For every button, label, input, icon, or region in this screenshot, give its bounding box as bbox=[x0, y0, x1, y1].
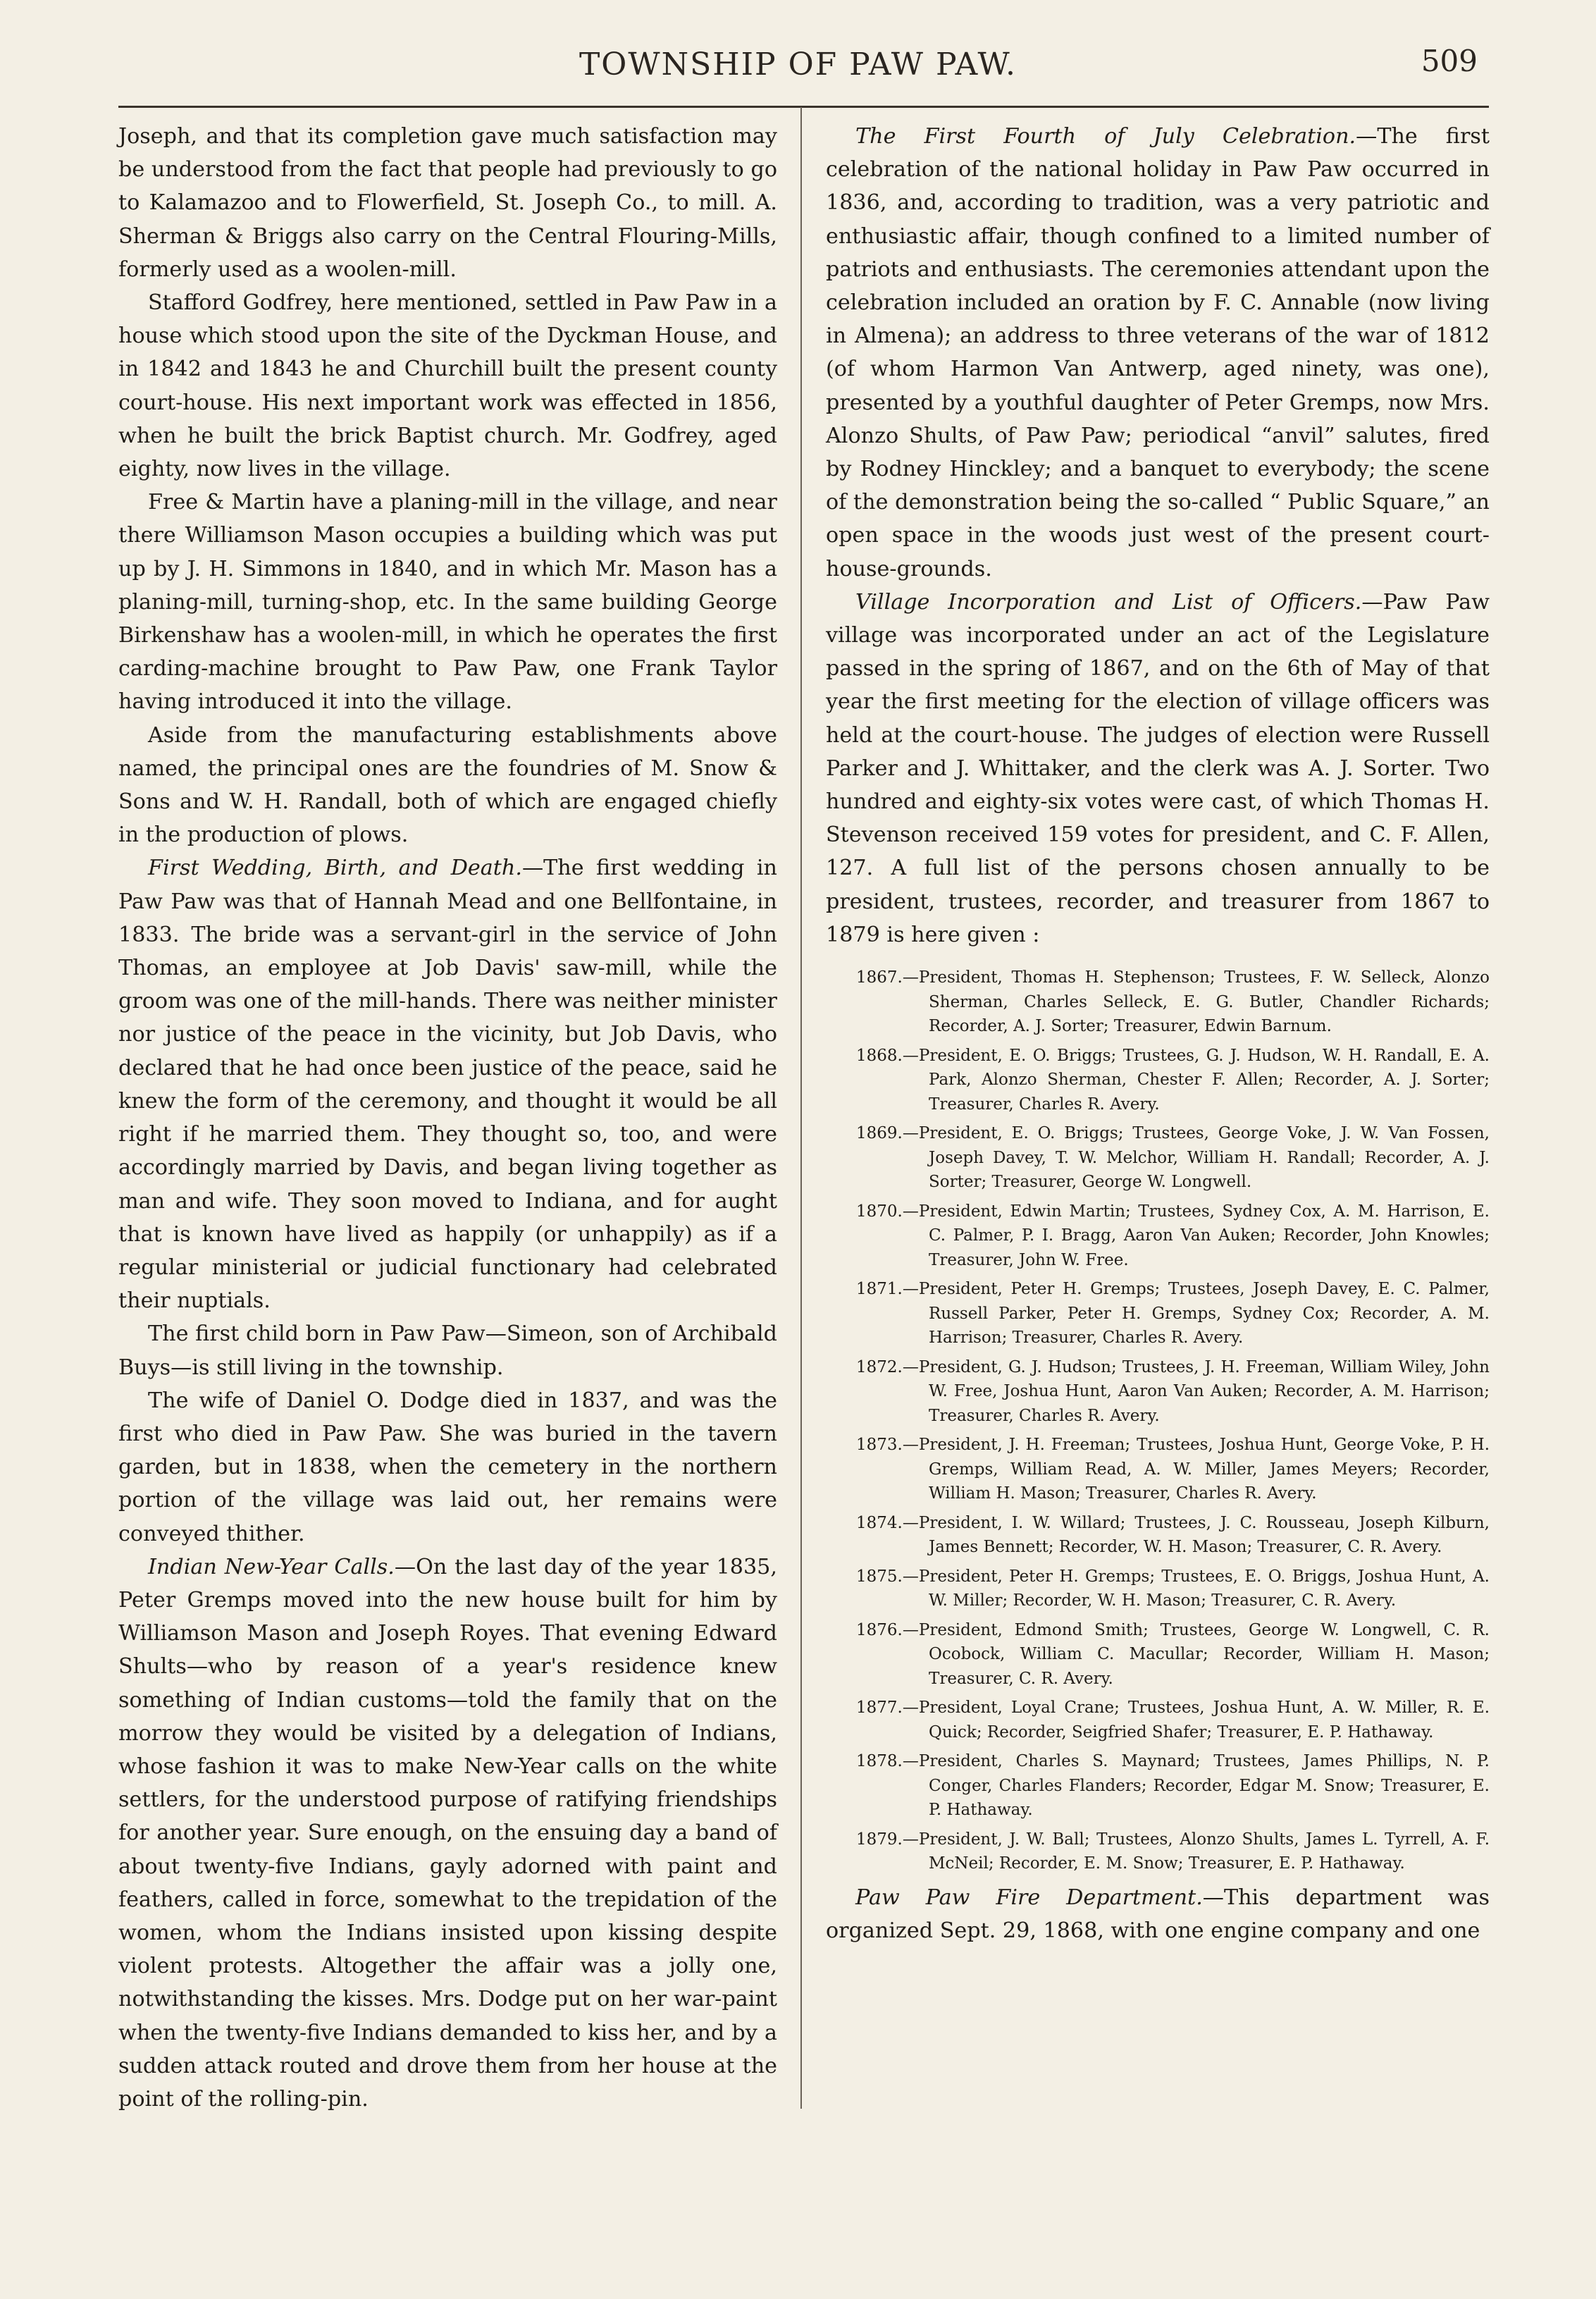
officer-entry bbox=[826, 1200, 1490, 1273]
officer-entry bbox=[826, 1121, 1490, 1195]
officer-entry bbox=[826, 1433, 1490, 1506]
section-heading: Village Incorporation and List of Officers. bbox=[855, 589, 1362, 615]
entry-text: —President, J. H. Freeman; Trustees, Joshua Hunt, George Voke, P. H. Gremps, William Read, A. W. Miller, James Meyers; Recorder, William H. Mason; Treasurer, Charles R. Avery. bbox=[902, 1436, 1490, 1503]
entry-year: 1876. bbox=[856, 1620, 903, 1639]
entry-year: 1877. bbox=[856, 1699, 903, 1718]
officer-entry bbox=[826, 1565, 1490, 1613]
entry-text: —President, G. J. Hudson; Trustees, J. H. Freeman, William Wiley, John W. Free, Joshua Hunt, Aaron Van Auken; Recorder, A. M. Harrison; Treasurer, Charles R. Avery. bbox=[902, 1357, 1490, 1425]
entry-year: 1875. bbox=[856, 1567, 903, 1586]
right-column bbox=[826, 120, 1490, 1947]
page-number: 509 bbox=[1421, 44, 1478, 78]
entry-text: —President, Edwin Martin; Trustees, Sydney Cox, A. M. Harrison, E. C. Palmer, P. I. Bragg, Aaron Van Auken; Recorder, John Knowles; Treasurer, John W. Free. bbox=[902, 1202, 1490, 1269]
section-heading: Paw Paw Fire Department. bbox=[855, 1885, 1203, 1910]
paragraph: Aside from the manufacturing establishments above named, the principal ones are the foundries of M. Snow & Sons and W. H. Randall, both of which are engaged chiefly in the production of plows. bbox=[118, 722, 777, 848]
section-paragraph-fire-department bbox=[826, 1881, 1490, 1947]
page-header-title: TOWNSHIP OF PAW PAW. bbox=[579, 47, 1017, 82]
entry-year: 1871. bbox=[856, 1280, 903, 1299]
section-text: —The first celebration of the national holiday in Paw Paw occurred in 1836, and, according to tradition, was a very patriotic and enthusiastic affair, though confined to a limited number of patriots and enthusiasts. The ceremonies attendant upon the celebration included an oration by F. C. Annable (now living in Almena); an address to three veterans of the war of 1812 (of whom Harmon Van Antwerp, aged ninety, was one), presented by a youthful daughter of Peter Gremps, now Mrs. Alonzo Shults, of Paw Paw; periodical “anvil” salutes, fired by Rodney Hinckley; and a banquet to everybody; the scene of the demonstration being the so-called “ Public Square,” an open space in the woods just west of the present court-house-grounds. bbox=[826, 124, 1490, 581]
section-text: —This department was organized Sept. 29, 1868, with one engine company and one bbox=[826, 1885, 1490, 1943]
entry-text: —President, E. O. Briggs; Trustees, George Voke, J. W. Van Fossen, Joseph Davey, T. W. Melchor, William H. Randall; Recorder, A. J. Sorter; Treasurer, George W. Longwell. bbox=[902, 1124, 1490, 1192]
section-paragraph-indian-calls bbox=[118, 1551, 777, 2116]
officer-entry bbox=[826, 1749, 1490, 1823]
section-heading: Indian New-Year Calls. bbox=[148, 1554, 395, 1579]
officer-entry bbox=[826, 1696, 1490, 1744]
entry-year: 1868. bbox=[856, 1046, 903, 1065]
entry-year: 1867. bbox=[856, 968, 903, 987]
entry-year: 1878. bbox=[856, 1752, 903, 1771]
entry-text: —President, Thomas H. Stephenson; Trustees, F. W. Selleck, Alonzo Sherman, Charles Selleck, E. G. Butler, Chandler Richards; Recorder, A. J. Sorter; Treasurer, Edwin Barnum. bbox=[902, 968, 1490, 1036]
section-heading: First Wedding, Birth, and Death. bbox=[148, 856, 522, 881]
entry-year: 1873. bbox=[856, 1436, 903, 1455]
section-paragraph-wedding bbox=[118, 851, 777, 1317]
entry-text: —President, Peter H. Gremps; Trustees, Joseph Davey, E. C. Palmer, Russell Parker, Peter H. Gremps, Sydney Cox; Recorder, A. M. Harrison; Treasurer, Charles R. Avery. bbox=[902, 1280, 1490, 1348]
header-rule bbox=[118, 106, 1489, 108]
section-text: —On the last day of the year 1835, Peter Gremps moved into the new house built for him by Williamson Mason and Joseph Royes. That evening Edward Shults—who by reason of a year's residence knew something of Indian customs—told the family that on the morrow they would be visited by a delegation of Indians, whose fashion it was to make New-Year calls on the white settlers, for the understood purpose of ratifying friendships for another year. Sure enough, on the ensuing day a band of about twenty-five Indians, gayly adorned with paint and feathers, called in force, somewhat to the trepidation of the women, whom the Indians insisted upon kissing despite violent protests. Altogether the affair was a jolly one, notwithstanding the kisses. Mrs. Dodge put on her war-paint when the twenty-five Indians demanded to kiss her, and by a sudden attack routed and drove them from her house at the point of the rolling-pin. bbox=[118, 1554, 777, 2112]
column-divider bbox=[800, 107, 802, 2109]
officer-entry bbox=[826, 1618, 1490, 1691]
officer-entry bbox=[826, 1277, 1490, 1350]
section-heading: The First Fourth of July Celebration. bbox=[855, 124, 1356, 149]
paragraph: Free & Martin have a planing-mill in the village, and near there Williamson Mason occupies a building which was put up by J. H. Simmons in 1840, and in which Mr. Mason has a planing-mill, turning-shop, etc. In the same building George Birkenshaw has a woolen-mill, in which he operates the first carding-machine brought to Paw Paw, one Frank Taylor having introduced it into the village. bbox=[118, 490, 777, 715]
section-paragraph-fourth-of-july bbox=[826, 120, 1490, 586]
entry-text: —President, Charles S. Maynard; Trustees, James Phillips, N. P. Conger, Charles Flanders; Recorder, Edgar M. Snow; Treasurer, E. P. Hathaway. bbox=[902, 1752, 1490, 1820]
section-paragraph-incorporation bbox=[826, 586, 1490, 951]
entry-text: —President, Loyal Crane; Trustees, Joshua Hunt, A. W. Miller, R. E. Quick; Recorder, Seigfried Shafer; Treasurer, E. P. Hathaway. bbox=[902, 1699, 1490, 1742]
entry-year: 1879. bbox=[856, 1830, 903, 1849]
officer-entry bbox=[826, 1511, 1490, 1560]
entry-text: —President, J. W. Ball; Trustees, Alonzo Shults, James L. Tyrrell, A. F. McNeil; Recorder, E. M. Snow; Treasurer, E. P. Hathaway. bbox=[902, 1830, 1490, 1873]
paragraph: Joseph, and that its completion gave much satisfaction may be understood from the fact that people had previously to go to Kalamazoo and to Flowerfield, St. Joseph Co., to mill. A. Sherman & Briggs also carry on the Central Flouring-Mills, formerly used as a woolen-mill. bbox=[118, 124, 777, 282]
paragraph: Stafford Godfrey, here mentioned, settled in Paw Paw in a house which stood upon the site of the Dyckman House, and in 1842 and 1843 he and Churchill built the present county court-house. His next important work was effected in 1856, when he built the brick Baptist church. Mr. Godfrey, aged eighty, now lives in the village. bbox=[118, 290, 777, 482]
paragraph: The first child born in Paw Paw—Simeon, son of Archibald Buys—is still living in the township. bbox=[118, 1321, 777, 1380]
officer-entry bbox=[826, 966, 1490, 1039]
entry-year: 1874. bbox=[856, 1513, 903, 1532]
section-text: —The first wedding in Paw Paw was that of Hannah Mead and one Bellfontaine, in 1833. The bride was a servant-girl in the service of John Thomas, an employee at Job Davis' saw-mill, while the groom was one of the mill-hands. There was neither minister nor justice of the peace in the vicinity, but Job Davis, who declared that he had once been justice of the peace, said he knew the form of the ceremony, and thought it would be all right if he married them. They thought so, too, and were accordingly married by Davis, and began living together as man and wife. They soon moved to Indiana, and for aught that is known have lived as happily (or unhappily) as if a regular ministerial or judicial functionary had celebrated their nuptials. bbox=[118, 856, 777, 1314]
entry-text: —President, Edmond Smith; Trustees, George W. Longwell, C. R. Ocobock, William C. Macullar; Recorder, William H. Mason; Treasurer, C. R. Avery. bbox=[902, 1620, 1490, 1688]
entry-year: 1872. bbox=[856, 1357, 903, 1376]
running-header bbox=[0, 37, 1596, 100]
officer-entry bbox=[826, 1044, 1490, 1117]
paragraph: The wife of Daniel O. Dodge died in 1837, and was the first who died in Paw Paw. She was buried in the tavern garden, but in 1838, when the cemetery in the northern portion of the village was laid out, her remains were conveyed thither. bbox=[118, 1388, 777, 1546]
entry-year: 1870. bbox=[856, 1202, 903, 1221]
section-text: —Paw Paw village was incorporated under an act of the Legislature passed in the spring of 1867, and on the 6th of May of that year the first meeting for the election of village officers was held at the court-house. The judges of election were Russell Parker and J. Whittaker, and the clerk was A. J. Sorter. Two hundred and eighty-six votes were cast, of which Thomas H. Stevenson received 159 votes for president, and C. F. Allen, 127. A full list of the persons chosen annually to be president, trustees, recorder, and treasurer from 1867 to 1879 is here given : bbox=[826, 589, 1490, 947]
entry-text: —President, I. W. Willard; Trustees, J. C. Rousseau, Joseph Kilburn, James Bennett; Recorder, W. H. Mason; Treasurer, C. R. Avery. bbox=[902, 1513, 1490, 1557]
entry-text: —President, E. O. Briggs; Trustees, G. J. Hudson, W. H. Randall, E. A. Park, Alonzo Sherman, Chester F. Allen; Recorder, A. J. Sorter; Treasurer, Charles R. Avery. bbox=[902, 1046, 1490, 1114]
entry-text: —President, Peter H. Gremps; Trustees, E. O. Briggs, Joshua Hunt, A. W. Miller; Recorder, W. H. Mason; Treasurer, C. R. Avery. bbox=[902, 1567, 1490, 1610]
officer-entry bbox=[826, 1828, 1490, 1876]
left-column bbox=[118, 120, 777, 2116]
officers-list bbox=[826, 966, 1490, 1876]
officer-entry bbox=[826, 1355, 1490, 1429]
entry-year: 1869. bbox=[856, 1124, 903, 1143]
